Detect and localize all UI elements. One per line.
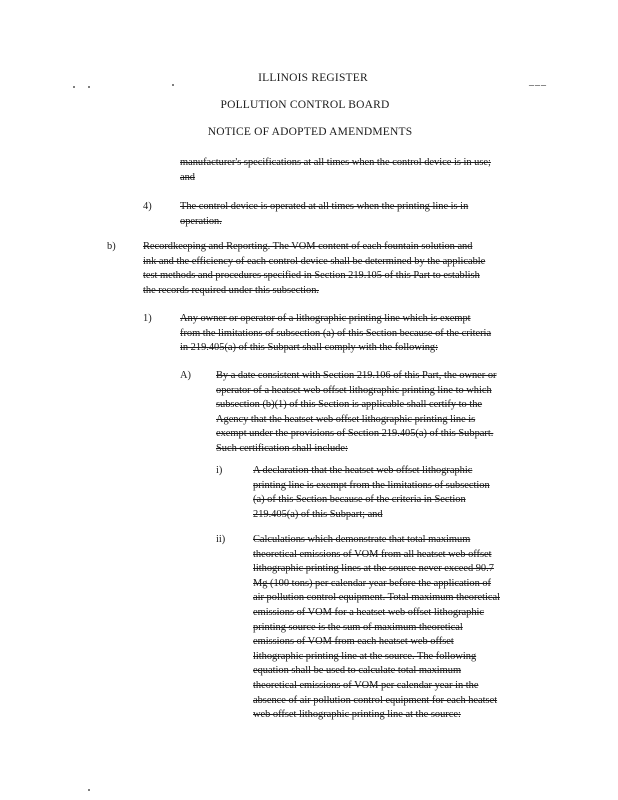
text-line: A declaration that the heatset web offset lithographic — [253, 465, 473, 476]
text-line: emissions of VOM from each heatset web offset — [253, 636, 454, 648]
notice-title: NOTICE OF ADOPTED AMENDMENTS — [207, 126, 413, 138]
item-ii-text — [253, 533, 500, 723]
text-line: exempt under the provisions of Section 219.405(a) of this Subpart. — [216, 428, 494, 440]
text-line: ink and the efficiency of each control device shall be determined by the applicable — [143, 255, 486, 267]
item-i-text — [253, 464, 490, 522]
text-line: web offset lithographic printing line at the source: — [253, 709, 461, 721]
text-line: from the limitations of subsection (a) of this Section because of the criteria — [180, 327, 492, 339]
text-line: 219.405(a) of this Subpart; and — [253, 508, 383, 520]
text-line: printing source is the sum of maximum theoretical — [253, 621, 463, 633]
text-line: theoretical emissions of VOM per calendar year in the — [253, 679, 479, 691]
page-number-mark: ___ — [529, 76, 547, 87]
text-line: lithographic printing line at the source. The following — [253, 650, 477, 662]
continuation-text — [180, 156, 491, 185]
text-line: Any owner or operator of a lithographic printing line which is exempt — [180, 313, 471, 324]
text-line: in 219.405(a) of this Subpart shall comply with the following: — [180, 342, 439, 354]
text-line: Such certification shall include: — [216, 442, 348, 454]
item-marker-ii: ii) — [216, 534, 226, 545]
item-4-text — [180, 200, 468, 229]
board-title: POLLUTION CONTROL BOARD — [220, 99, 390, 111]
item-marker-1: 1) — [143, 313, 152, 324]
text-line: Calculations which demonstrate that total maximum — [253, 534, 471, 545]
text-line: operator of a heatset web offset lithographic printing line to which — [216, 384, 492, 396]
scan-speck — [73, 86, 75, 88]
item-1-text — [180, 312, 491, 356]
text-line: lithographic printing lines at the source never exceed 90.7 — [253, 563, 494, 575]
item-A-text — [216, 369, 497, 457]
text-line: absence of air pollution control equipment for each heatset — [253, 694, 498, 706]
text-line: manufacturer's specifications at all times when the control device is in use; — [180, 157, 491, 168]
text-line: (a) of this Section because of the criteria in Section — [253, 494, 466, 506]
item-marker-A: A) — [180, 370, 191, 381]
text-line: test methods and procedures specified in Section 219.105 of this Part to establish — [143, 270, 480, 282]
text-line: Agency that the heatset web offset lithographic printing line is — [216, 413, 476, 425]
scan-speck — [172, 84, 174, 86]
text-line: subsection (b)(1) of this Section is applicable shall certify to the — [216, 399, 483, 411]
item-marker-b: b) — [107, 241, 116, 252]
text-line: theoretical emissions of VOM from all heatset web offset — [253, 548, 492, 560]
scan-speck — [88, 789, 90, 791]
item-marker-i: i) — [216, 465, 223, 476]
text-line: The control device is operated at all times when the printing line is in — [180, 201, 469, 212]
item-b-text — [143, 240, 485, 298]
register-title: ILLINOIS REGISTER — [258, 72, 368, 84]
text-line: and — [180, 171, 196, 183]
scan-speck — [88, 86, 90, 88]
text-line: air pollution control equipment. Total maximum theoretical — [253, 592, 500, 604]
text-line: Mg (100 tons) per calendar year before the application of — [253, 577, 492, 589]
text-line: printing line is exempt from the limitations of subsection — [253, 479, 490, 491]
text-line: Recordkeeping and Reporting. The VOM content of each fountain solution and — [143, 241, 473, 252]
text-line: the records required under this subsection. — [143, 284, 320, 296]
item-marker-4: 4) — [143, 201, 152, 212]
text-line: emissions of VOM for a heatset web offset lithographic — [253, 606, 485, 618]
text-line: operation. — [180, 215, 222, 227]
text-line: equation shall be used to calculate total maximum — [253, 665, 462, 677]
text-line: By a date consistent with Section 219.106 of this Part, the owner or — [216, 370, 497, 381]
